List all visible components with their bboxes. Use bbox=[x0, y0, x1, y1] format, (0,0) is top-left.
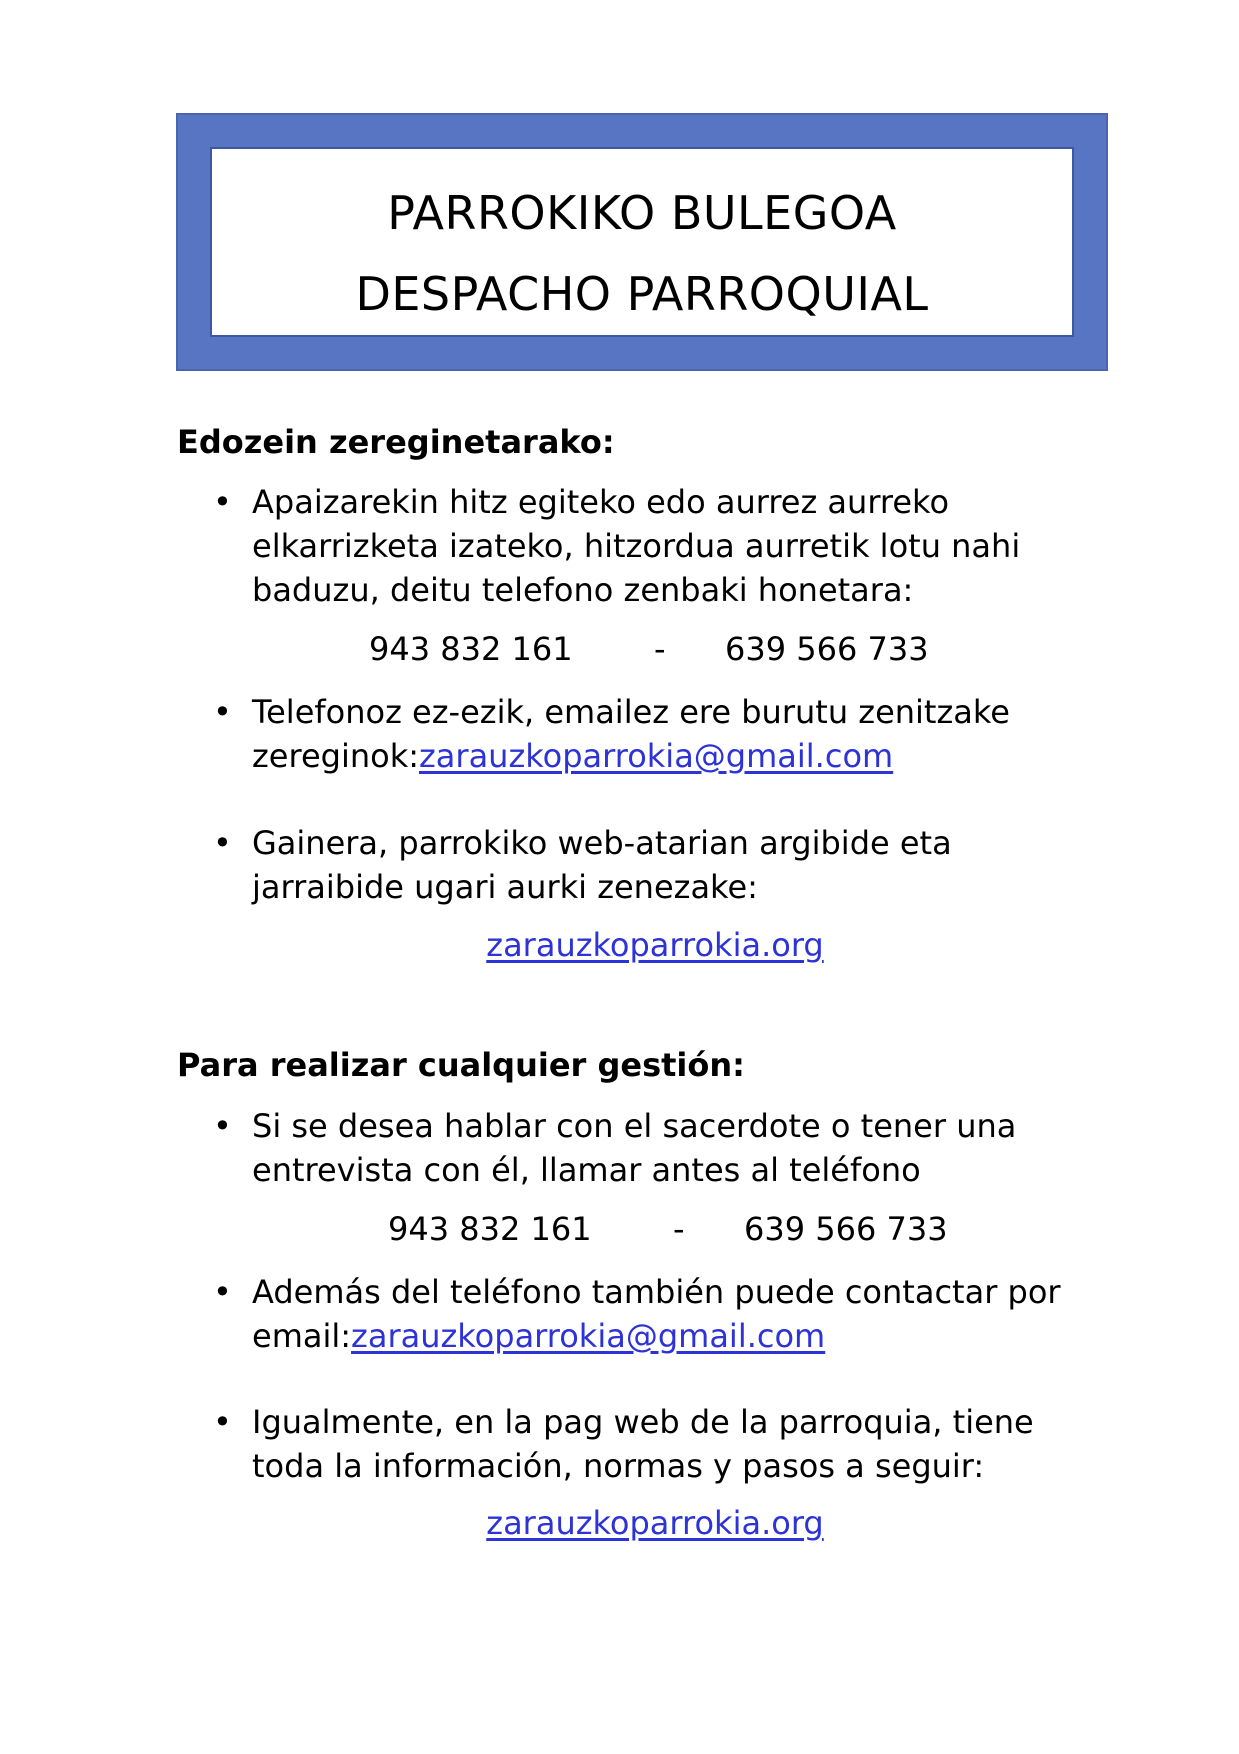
bullet-icon: • bbox=[213, 824, 232, 862]
text-line bbox=[252, 1314, 1112, 1358]
title-box bbox=[210, 147, 1074, 337]
text-line bbox=[252, 734, 1112, 778]
bullet-icon: • bbox=[213, 693, 232, 731]
text-line: Telefonoz ez-ezik, emailez ere burutu zenitzake bbox=[252, 693, 1010, 731]
spanish-item-website bbox=[252, 1400, 1112, 1488]
phone-number-2: 639 566 733 bbox=[725, 630, 929, 668]
text-line: elkarrizketa izateko, hitzordua aurretik lotu nahi bbox=[252, 527, 1021, 565]
title-frame bbox=[176, 113, 1108, 371]
bullet-icon: • bbox=[213, 1107, 232, 1145]
spanish-heading: Para realizar cualquier gestión: bbox=[177, 1046, 745, 1084]
text-line: Además del teléfono también puede contactar por bbox=[252, 1273, 1061, 1311]
basque-website-row bbox=[0, 925, 1239, 965]
email-link[interactable]: zarauzkoparrokia@gmail.com bbox=[419, 737, 894, 775]
text-line: Igualmente, en la pag web de la parroquia, tiene bbox=[252, 1403, 1034, 1441]
phone-number-1: 943 832 161 bbox=[388, 1210, 592, 1248]
phone-number-2: 639 566 733 bbox=[744, 1210, 948, 1248]
phone-separator: - bbox=[654, 630, 666, 668]
basque-item-website bbox=[252, 821, 1112, 909]
bullet-icon: • bbox=[213, 1403, 232, 1441]
email-link[interactable]: zarauzkoparrokia@gmail.com bbox=[351, 1317, 826, 1355]
bullet-icon: • bbox=[213, 1273, 232, 1311]
email-prefix: zereginok: bbox=[252, 737, 419, 775]
basque-item-email bbox=[252, 690, 1112, 778]
website-link[interactable]: zarauzkoparrokia.org bbox=[486, 1504, 824, 1542]
text-line: entrevista con él, llamar antes al teléfono bbox=[252, 1151, 921, 1189]
phone-number-1: 943 832 161 bbox=[369, 630, 573, 668]
phone-separator: - bbox=[673, 1210, 685, 1248]
website-link[interactable]: zarauzkoparrokia.org bbox=[486, 926, 824, 964]
spanish-item-email bbox=[252, 1270, 1112, 1358]
title-basque: PARROKIKO BULEGOA bbox=[387, 186, 897, 240]
text-line: jarraibide ugari aurki zenezake: bbox=[252, 868, 758, 906]
title-spanish: DESPACHO PARROQUIAL bbox=[355, 267, 929, 321]
spanish-website-row bbox=[0, 1503, 1239, 1543]
text-line: toda la información, normas y pasos a seguir: bbox=[252, 1447, 985, 1485]
text-line: Gainera, parrokiko web-atarian argibide eta bbox=[252, 824, 952, 862]
basque-item-appointment bbox=[252, 480, 1112, 612]
text-line: Si se desea hablar con el sacerdote o tener una bbox=[252, 1107, 1017, 1145]
basque-heading: Edozein zereginetarako: bbox=[177, 423, 615, 461]
text-line: baduzu, deitu telefono zenbaki honetara: bbox=[252, 571, 914, 609]
spanish-item-appointment bbox=[252, 1104, 1112, 1192]
email-prefix: email: bbox=[252, 1317, 352, 1355]
bullet-icon: • bbox=[213, 483, 232, 521]
text-line: Apaizarekin hitz egiteko edo aurrez aurreko bbox=[252, 483, 950, 521]
